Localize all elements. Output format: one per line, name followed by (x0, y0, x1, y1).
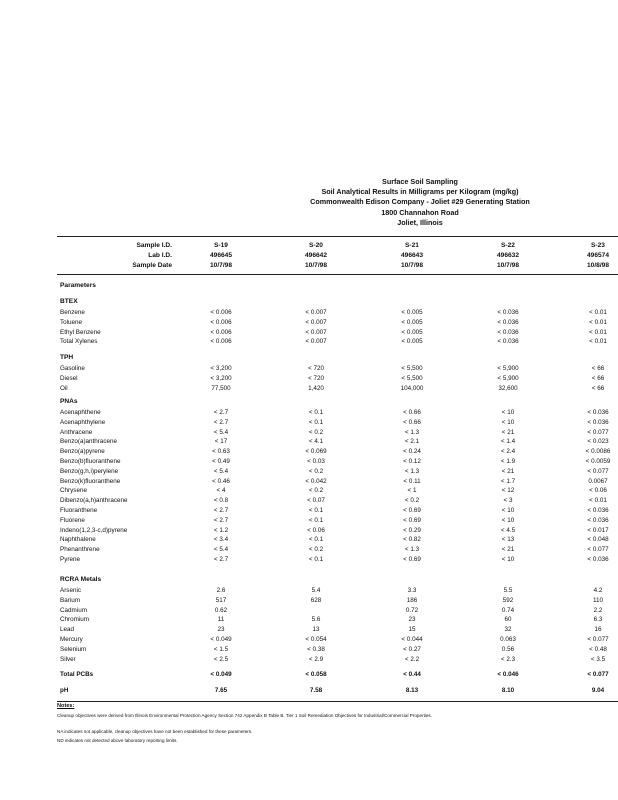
table-row (0, 385, 618, 395)
result-value: < 5.4 (213, 428, 229, 436)
result-value: < 1.9 (500, 458, 516, 465)
result-value: < 0.27 (403, 645, 421, 653)
result-value: < 0.0086 (585, 448, 611, 456)
table-row (0, 429, 618, 439)
note-line: ND indicates not detected above laboratory reporting limits. (57, 738, 178, 743)
parameter-name: Benzene (60, 309, 85, 316)
result-value: < 3,200 (210, 365, 232, 372)
result-value: < 0.01 (589, 338, 607, 346)
result-value: < 0.036 (587, 516, 609, 524)
result-value: < 3.5 (590, 655, 606, 663)
result-value: 23 (408, 616, 416, 624)
result-value: < 0.049 (210, 636, 232, 643)
result-value: < 5,500 (401, 365, 423, 372)
result-value: < 21 (501, 546, 515, 554)
result-value: < 0.69 (403, 556, 421, 563)
result-value: 5.6 (311, 616, 321, 624)
sample-date: 10/7/98 (210, 262, 232, 269)
table-row (0, 636, 618, 646)
section-heading: TPH (60, 354, 74, 361)
result-value: < 3 (503, 497, 513, 505)
result-value: < 10 (501, 507, 515, 514)
result-value: < 5,900 (497, 374, 519, 382)
parameter-name: pH (60, 687, 69, 694)
table-row (0, 671, 618, 681)
result-value: < 66 (591, 365, 605, 372)
table-row (0, 626, 618, 636)
table-row (0, 487, 618, 497)
result-value: < 0.005 (401, 338, 423, 346)
table-row (0, 656, 618, 666)
table-row (0, 309, 618, 319)
section-heading: PNAs (60, 398, 78, 405)
result-value: < 0.046 (497, 671, 519, 678)
table-row (0, 527, 618, 537)
result-value: < 0.077 (587, 636, 609, 643)
result-value: < 66 (591, 384, 605, 392)
table-row (0, 517, 618, 527)
result-value: 6.3 (593, 616, 603, 624)
parameter-name: Dibenzo(a,h)anthracene (60, 497, 128, 505)
result-value: < 0.12 (403, 458, 421, 465)
parameter-name: Acenaphthylene (60, 418, 106, 426)
result-value: < 0.1 (308, 409, 324, 416)
table-row (0, 478, 618, 488)
result-value: 0.74 (501, 606, 515, 614)
result-value: < 2.7 (213, 418, 229, 426)
result-value: < 1.2 (213, 526, 229, 534)
result-value: < 21 (501, 428, 515, 436)
parameter-name: Total Xylenes (60, 338, 98, 346)
result-value: 23 (217, 626, 225, 634)
result-value: 5.4 (311, 587, 321, 594)
result-value: < 0.44 (403, 671, 421, 678)
table-row (0, 448, 618, 458)
parameter-name: Barium (60, 596, 80, 604)
table-row (0, 507, 618, 517)
result-value: < 0.077 (587, 467, 609, 475)
result-value: < 0.1 (308, 507, 324, 514)
result-value: < 1.5 (213, 645, 229, 653)
section-heading: RCRA Metals (60, 576, 102, 583)
result-value: < 0.66 (403, 418, 421, 426)
header-bottom-rule (57, 274, 618, 275)
result-value: < 10 (501, 418, 515, 426)
result-value: < 0.007 (305, 309, 327, 316)
result-value: < 0.2 (308, 487, 324, 495)
result-value: < 0.01 (589, 497, 607, 505)
result-value: < 0.036 (497, 318, 519, 326)
result-value: < 0.06 (589, 487, 607, 495)
result-value: 16 (594, 626, 602, 634)
result-value: 8.10 (501, 687, 515, 694)
result-value: < 0.007 (305, 328, 327, 336)
result-value: < 0.005 (401, 318, 423, 326)
result-value: < 0.29 (403, 526, 421, 534)
parameter-name: Chrysene (60, 487, 87, 495)
result-value: < 0.048 (587, 536, 609, 544)
result-value: 77,500 (211, 384, 231, 392)
result-value: 5.5 (503, 587, 513, 594)
header-top-rule (57, 236, 618, 237)
result-value: < 0.01 (589, 309, 607, 316)
result-value: < 0.1 (308, 418, 324, 426)
sample-lab: 496642 (304, 252, 327, 259)
parameter-name: Phenanthrene (60, 546, 100, 554)
section-heading: BTEX (60, 298, 78, 305)
result-value: < 66 (591, 374, 605, 382)
table-row (0, 375, 618, 385)
result-value: 9.04 (591, 687, 605, 694)
result-value: < 3,200 (210, 374, 232, 382)
result-value: < 0.077 (587, 428, 609, 436)
result-value: 32 (504, 626, 512, 634)
result-value: < 720 (308, 365, 324, 372)
result-value: 3.3 (407, 587, 417, 594)
parameter-name: Benzo(g,h,i)perylene (60, 467, 119, 475)
result-value: < 0.023 (587, 438, 609, 446)
result-value: < 0.49 (212, 458, 230, 465)
parameter-name: Toluene (60, 318, 83, 326)
table-row (0, 536, 618, 546)
result-value: < 0.63 (212, 448, 230, 456)
parameter-name: Fluoranthene (60, 507, 98, 514)
table-row (0, 556, 618, 566)
result-value: 7.65 (214, 687, 228, 694)
sample-id-label: Sample I.D. (136, 242, 172, 249)
result-value: < 12 (501, 487, 515, 495)
table-row (0, 409, 618, 419)
parameter-name: Benzo(k)fluoranthene (60, 477, 121, 485)
result-value: < 0.1 (308, 516, 324, 524)
table-row (0, 438, 618, 448)
result-value: < 0.054 (305, 636, 327, 643)
result-value: 0.72 (405, 606, 419, 614)
result-value: < 2.4 (500, 448, 516, 456)
parameters-label: Parameters (60, 282, 96, 289)
lab-id-label: Lab I.D. (148, 252, 172, 259)
result-value: < 0.2 (308, 467, 324, 475)
parameter-name: Chromium (60, 616, 90, 624)
parameter-name: Total PCBs (60, 671, 94, 678)
notes-label: Notes: (57, 703, 75, 709)
note-line: NA indicates not applicable, cleanup objectives have not been established for these parameters. (57, 729, 253, 734)
table-row (0, 319, 618, 329)
result-value: < 0.01 (589, 328, 607, 336)
result-value: < 2.7 (213, 556, 229, 563)
result-value: < 0.48 (589, 645, 607, 653)
parameter-name: Indeno(1,2,3-c,d)pyrene (60, 526, 128, 534)
sample-date-label: Sample Date (132, 262, 172, 269)
result-value: < 0.044 (401, 636, 423, 643)
result-value: < 5,500 (401, 374, 423, 382)
parameter-name: Acenaphthene (60, 409, 101, 416)
notes-rule (57, 701, 618, 702)
report-title (230, 177, 610, 228)
result-value: < 0.2 (308, 546, 324, 554)
result-value: 104,000 (400, 384, 424, 392)
result-value: < 0.82 (403, 536, 421, 544)
result-value: < 0.005 (401, 328, 423, 336)
result-value: < 0.006 (210, 309, 232, 316)
result-value: < 0.005 (401, 309, 423, 316)
title-line: Surface Soil Sampling (382, 177, 458, 186)
parameter-name: Fluorene (60, 516, 85, 524)
result-value: < 17 (214, 438, 228, 446)
result-value: 7.58 (309, 687, 323, 694)
sample-date: 10/7/98 (497, 262, 519, 269)
result-value: < 0.036 (497, 309, 519, 316)
result-value: 0.0067 (588, 477, 608, 485)
parameter-name: Benzo(b)fluoranthene (60, 458, 121, 465)
result-value: < 5,900 (497, 365, 519, 372)
table-row (0, 419, 618, 429)
result-value: < 720 (308, 374, 324, 382)
result-value: 186 (406, 596, 418, 604)
result-value: < 2.9 (308, 655, 324, 663)
result-value: < 0.036 (497, 328, 519, 336)
result-value: < 0.01 (589, 318, 607, 326)
sample-id: S-19 (214, 242, 228, 249)
table-row (0, 329, 618, 339)
note-line: Cleanup objectives were derived from Illinois Environmental Protection Agency Section 742 Appendix B Table B. Tier 1 Soil Remediation Objectives for Industrial/Commercial Properties. (57, 713, 433, 718)
sample-lab: 496645 (209, 252, 232, 259)
parameter-name: Oil (60, 384, 68, 392)
sample-date: 10/7/98 (305, 262, 327, 269)
result-value: < 0.38 (307, 645, 325, 653)
result-value: 13 (312, 626, 320, 634)
result-value: 592 (502, 596, 514, 604)
parameter-name: Arsenic (60, 587, 81, 594)
result-value: < 0.007 (305, 338, 327, 346)
sample-id: S-23 (591, 242, 605, 249)
result-value: 0.62 (214, 606, 228, 614)
result-value: < 0.036 (587, 418, 609, 426)
sample-lab: 496632 (496, 252, 519, 259)
parameter-name: Benzo(a)anthracene (60, 438, 118, 446)
result-value: < 2.5 (213, 655, 229, 663)
result-value: 8.13 (405, 687, 419, 694)
sample-id: S-20 (309, 242, 323, 249)
result-value: < 0.07 (307, 497, 325, 505)
table-row (0, 365, 618, 375)
table-row (0, 458, 618, 468)
result-value: 2.6 (216, 587, 226, 594)
table-row (0, 546, 618, 556)
result-value: < 0.24 (403, 448, 421, 456)
table-row (0, 597, 618, 607)
title-line: Commonwealth Edison Company - Joliet #29 Generating Station (310, 197, 530, 207)
table-row (0, 687, 618, 697)
table-row (0, 338, 618, 348)
parameter-name: Pyrene (60, 556, 80, 563)
result-value: < 0.2 (308, 428, 324, 436)
parameter-name: Selenium (60, 645, 87, 653)
title-line: Joliet, Illinois (397, 217, 443, 227)
sample-id: S-22 (501, 242, 515, 249)
result-value: < 1.4 (500, 438, 516, 446)
parameter-name: Mercury (60, 636, 83, 643)
result-value: < 0.1 (308, 536, 324, 544)
result-value: < 0.006 (210, 318, 232, 326)
result-value: < 0.006 (210, 328, 232, 336)
result-value: < 1.7 (500, 477, 516, 485)
result-value: < 0.069 (305, 448, 327, 456)
result-value: 110 (592, 596, 604, 604)
result-value: < 0.049 (210, 671, 232, 678)
parameter-name: Silver (60, 655, 76, 663)
sample-date: 10/8/98 (587, 262, 609, 269)
result-value: < 10 (501, 516, 515, 524)
table-row (0, 616, 618, 626)
result-value: < 0.1 (308, 556, 324, 563)
table-row (0, 587, 618, 597)
result-value: 60 (504, 616, 512, 624)
result-value: < 5.4 (213, 546, 229, 554)
result-value: < 4.1 (308, 438, 324, 446)
result-value: < 0.2 (404, 497, 420, 505)
result-value: < 0.077 (587, 671, 609, 678)
parameter-name: Ethyl Benzene (60, 328, 101, 336)
result-value: < 0.036 (587, 507, 609, 514)
result-value: < 4.5 (500, 526, 516, 534)
result-value: < 0.46 (212, 477, 230, 485)
result-value: 11 (217, 616, 225, 624)
result-value: < 0.03 (307, 458, 325, 465)
result-value: 1,420 (308, 384, 324, 392)
table-row (0, 468, 618, 478)
result-value: < 0.036 (587, 556, 609, 563)
result-value: 32,600 (498, 384, 518, 392)
result-value: < 0.036 (587, 409, 609, 416)
result-value: 15 (408, 626, 416, 634)
result-value: < 0.69 (403, 516, 421, 524)
result-value: < 0.11 (403, 477, 421, 485)
result-value: < 0.006 (210, 338, 232, 346)
result-value: 0.56 (501, 645, 515, 653)
result-value: 4.2 (593, 587, 603, 594)
result-value: < 2.3 (500, 655, 516, 663)
table-row (0, 497, 618, 507)
parameter-name: Gasoline (60, 365, 85, 372)
result-value: < 0.077 (587, 546, 609, 554)
result-value: < 1.3 (404, 546, 420, 554)
result-value: < 1.3 (404, 428, 420, 436)
result-value: 628 (310, 596, 322, 604)
result-value: < 0.66 (403, 409, 421, 416)
result-value: < 10 (501, 556, 515, 563)
result-value: < 2.2 (404, 655, 420, 663)
result-value: < 1 (407, 487, 417, 495)
result-value: < 0.0059 (585, 458, 611, 465)
parameter-name: Anthracene (60, 428, 93, 436)
sample-lab: 496643 (400, 252, 423, 259)
result-value: 517 (215, 596, 227, 604)
parameter-name: Lead (60, 626, 75, 634)
result-value: < 2.7 (213, 409, 229, 416)
parameter-name: Benzo(a)pyrene (60, 448, 105, 456)
sample-id: S-21 (405, 242, 419, 249)
table-row (0, 607, 618, 617)
result-value: 2.2 (593, 606, 603, 614)
result-value: < 0.058 (305, 671, 327, 678)
result-value: < 13 (501, 536, 515, 544)
title-line: 1800 Channahon Road (381, 207, 459, 217)
sample-date: 10/7/98 (401, 262, 423, 269)
sample-lab: 496574 (586, 252, 609, 259)
parameter-name: Diesel (60, 374, 78, 382)
result-value: < 10 (501, 409, 515, 416)
result-value: < 0.8 (213, 497, 229, 505)
result-value: < 0.042 (305, 477, 327, 485)
parameter-name: Naphthalene (60, 536, 96, 544)
result-value: < 3.4 (213, 536, 229, 544)
result-value: < 0.036 (497, 338, 519, 346)
title-line: Soil Analytical Results in Milligrams per Kilogram (mg/kg) (321, 187, 519, 197)
table-row (0, 646, 618, 656)
result-value: < 5.4 (213, 467, 229, 475)
result-value: < 2.7 (213, 516, 229, 524)
result-value: < 0.007 (305, 318, 327, 326)
parameter-name: Cadmium (60, 606, 87, 614)
result-value: < 0.06 (307, 526, 325, 534)
result-value: < 2.1 (404, 438, 420, 446)
result-value: < 21 (501, 467, 515, 475)
result-value: < 0.69 (403, 507, 421, 514)
result-value: < 0.017 (587, 526, 609, 534)
result-value: < 1.3 (404, 467, 420, 475)
result-value: < 4 (216, 487, 226, 495)
result-value: 0.063 (500, 636, 516, 643)
result-value: < 2.7 (213, 507, 229, 514)
